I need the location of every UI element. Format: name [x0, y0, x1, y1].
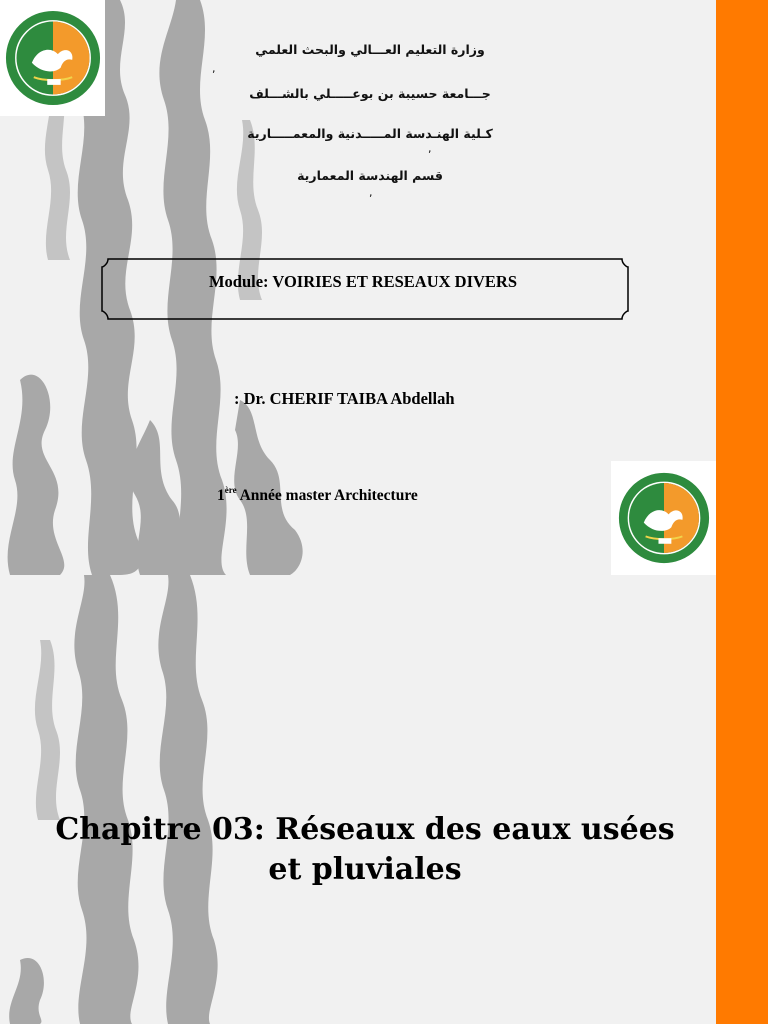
chapter-title-line2: et pluviales — [268, 852, 462, 887]
year-program: Année master Architecture — [236, 487, 418, 504]
study-year — [217, 485, 418, 505]
university-logo-top — [0, 0, 105, 116]
university-seal-icon — [5, 10, 101, 106]
year-ordinal: 1 — [217, 487, 225, 504]
chapter-title-line1: Chapitre 03: Réseaux des eaux usées — [55, 812, 675, 847]
year-superscript: ère — [224, 485, 237, 495]
stray-mark: , — [369, 186, 373, 199]
chapter-title — [20, 810, 710, 890]
ministry-title: وزارة التعليم العـــالي والبحث العلمي — [255, 42, 485, 57]
faculty-name: كـلية الهنـدسة المـــــدنية والمعمـــــارية — [247, 126, 493, 141]
author-name: : Dr. CHERIF TAIBA Abdellah — [234, 389, 455, 408]
university-seal-icon — [618, 472, 710, 564]
orange-side-bar — [716, 0, 768, 1024]
department-name: قسم الهندسة المعمارية — [297, 168, 443, 183]
stray-mark: , — [428, 142, 432, 155]
university-logo-right — [611, 461, 716, 575]
university-name: جـــامعة حسيبة بن بوعـــــلي بالشـــلف — [249, 86, 491, 101]
module-title: Module: VOIRIES ET RESEAUX DIVERS — [208, 272, 518, 291]
stray-mark: , — [212, 62, 216, 75]
